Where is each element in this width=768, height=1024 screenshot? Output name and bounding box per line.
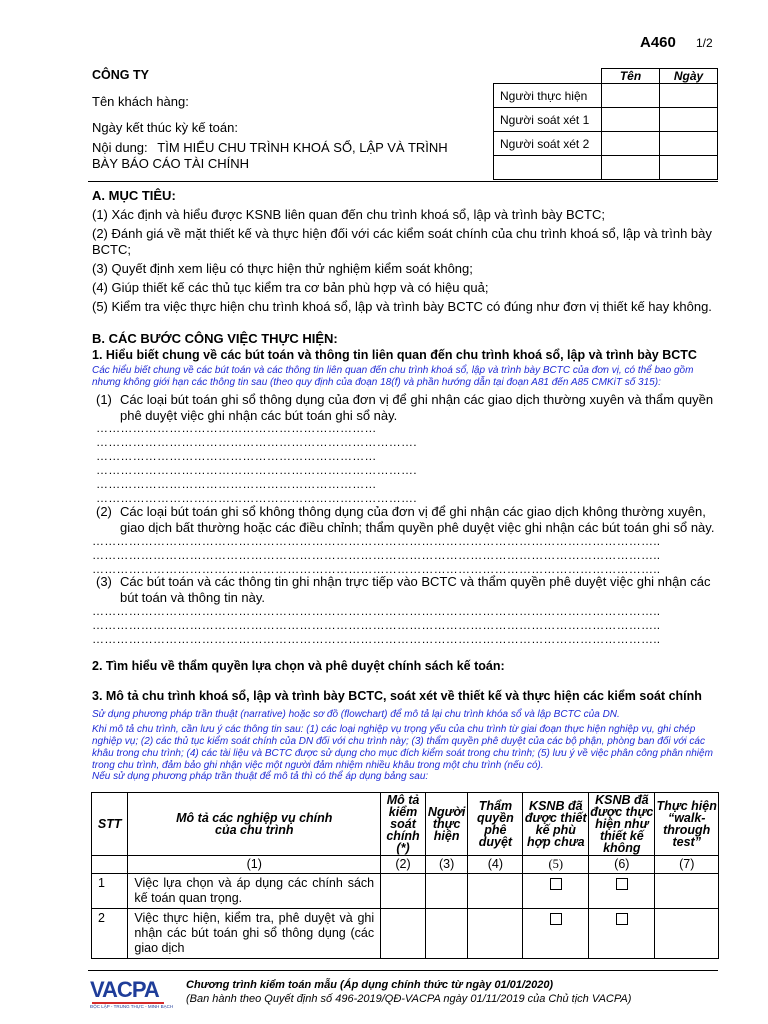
implemented-checkbox[interactable] [616, 913, 628, 925]
signoff-cell[interactable] [660, 156, 718, 180]
implemented-cell [589, 874, 655, 909]
table-cell[interactable] [468, 909, 523, 959]
row-description: Việc lựa chọn và áp dụng các chính sách kế toán quan trọng. [128, 874, 381, 909]
signoff-cell[interactable] [660, 108, 718, 132]
col-number [92, 856, 128, 874]
question-3-text: Các bút toán và các thông tin ghi nhận trực tiếp vào BCTC và thẩm quyền phê duyệt việc ghi nhận các bút toán và thông tin này. [120, 574, 711, 605]
header-performer: Người thực hiện [425, 793, 467, 856]
dotted-line[interactable]: ………………………………………………………………………………………………………………………….. [92, 604, 661, 618]
design-ok-checkbox[interactable] [550, 913, 562, 925]
footer-line-2: (Ban hành theo Quyết định số 496-2019/QĐ-VACPA ngày 01/11/2019 của Chủ tịch VACPA) [186, 993, 632, 1005]
process-table [91, 792, 719, 959]
dotted-line[interactable]: ………………………………………………………………………………………………………………………….. [92, 632, 661, 646]
dotted-line[interactable]: ………………………………………………………………………………………………………………………….. [92, 618, 661, 632]
company-label: CÔNG TY [92, 68, 149, 82]
dotted-line[interactable]: …………………………………………………………… [96, 449, 377, 463]
signoff-cell[interactable] [602, 156, 660, 180]
dotted-line[interactable]: ………………………………………………………………………………………………………………………….. [92, 548, 661, 562]
objective-item: (2) Đánh giá về mặt thiết kế và thực hiện đối với các kiểm soát chính của chu trình khoá sổ, lập và trình bày BCTC; [92, 226, 712, 257]
table-cell[interactable] [655, 874, 719, 909]
table-cell[interactable] [655, 909, 719, 959]
period-end-label: Ngày kết thúc kỳ kế toán: [92, 120, 238, 135]
header-key-control: Mô tả kiểm soát chính (*) [381, 793, 426, 856]
vacpa-logo [90, 977, 174, 1014]
design-cell [523, 874, 589, 909]
signoff-cell[interactable] [660, 84, 718, 108]
form-code: A460 [640, 34, 676, 51]
header-description: Mô tả các nghiệp vụ chính của chu trình [128, 793, 381, 856]
signoff-cell[interactable] [602, 84, 660, 108]
signoff-cell[interactable] [494, 156, 602, 180]
signoff-cell[interactable] [602, 132, 660, 156]
dotted-line[interactable]: ……………………………………………………………………. [96, 463, 417, 477]
implemented-cell [589, 909, 655, 959]
step-2-title: 2. Tìm hiểu về thẩm quyền lựa chọn và phê duyệt chính sách kế toán: [92, 659, 505, 673]
table-cell[interactable] [468, 874, 523, 909]
answer-lines-3[interactable] [92, 604, 714, 646]
header-walkthrough: Thực hiện “walk-through test” [655, 793, 719, 856]
step-3-title: 3. Mô tả chu trình khoá sổ, lập và trình bày BCTC, soát xét về thiết kế và thực hiện các kiểm soát chính [92, 689, 702, 703]
step-3-note-3: Nếu sử dụng phương pháp trần thuật để mô tả thì có thể áp dụng bảng sau: [92, 771, 429, 782]
design-cell [523, 909, 589, 959]
header-approval: Thẩm quyền phê duyệt [468, 793, 523, 856]
objective-item: (3) Quyết định xem liệu có thực hiện thử nghiệm kiểm soát không; [92, 261, 473, 276]
signoff-col-name: Tên [602, 69, 660, 84]
dotted-line[interactable]: ………………………………………………………………………………………………………………………….. [92, 562, 661, 576]
col-number: (3) [425, 856, 467, 874]
signoff-col-date: Ngày [660, 69, 718, 84]
objective-item: (5) Kiểm tra việc thực hiện chu trình khoá sổ, lập và trình bày BCTC có đúng như đơn vị thiết kế hay không. [92, 299, 712, 314]
col-number: (1) [128, 856, 381, 874]
table-cell[interactable] [425, 909, 467, 959]
footer-divider [88, 970, 718, 971]
dotted-line[interactable]: ……………………………………………………………………. [96, 491, 417, 505]
question-1-number: (1) [96, 392, 112, 407]
content-prefix: Nội dung: [92, 140, 148, 155]
dotted-line[interactable]: …………………………………………………………… [96, 421, 377, 435]
col-number: (7) [655, 856, 719, 874]
design-ok-checkbox[interactable] [550, 878, 562, 890]
step-1-note: Các hiểu biết chung về các bút toán và các thông tin liên quan đến chu trình khoá sổ, lập và trình bày BCTC của đơn vị, có thể bao gồm nhưng không giới hạn các thông tin sau (theo quy định của đoạn 18(f) và phần hướng dẫn tại đoạn A81 đến A85 CMKiT số 315): [92, 365, 694, 388]
step-1-title: 1. Hiểu biết chung về các bút toán và thông tin liên quan đến chu trình khoá sổ, lập và trình bày BCTC [92, 348, 697, 362]
step-3-note-2: Khi mô tả chu trình, cần lưu ý các thông tin sau: (1) các loại nghiệp vụ trọng yếu của chu trình từ giai đoạn thực hiện nghiệp vụ, ghi chép nghiệp vụ; (2) các thủ tục kiểm soát chính của DN đối với chu trình này; (3) thẩm quyền phê duyệt của các bộ phận, phòng ban đối với các khâu trong chu trình; (4) các tài liệu và BCTC được sử dụng cho mục đích kiểm soát trong chu trình; (5) lưu ý về việc phân công phân nhiệm trong chu trình, đảm bảo ghi nhận việc một người đảm nhiệm nhiều khâu trong một chu trình (nếu có). [92, 724, 713, 771]
header-implemented: KSNB đã được thực hiện như thiết kế không [590, 793, 654, 855]
signoff-row-preparer: Người thực hiện [494, 84, 602, 108]
question-2-number: (2) [96, 504, 112, 519]
table-cell[interactable] [381, 874, 426, 909]
col-number: (6) [589, 856, 655, 874]
page-number: 1/2 [696, 36, 713, 50]
section-a-title: A. MỤC TIÊU: [92, 188, 176, 203]
col-number: (2) [381, 856, 426, 874]
signoff-row-reviewer-2: Người soát xét 2 [494, 132, 602, 156]
implemented-checkbox[interactable] [616, 878, 628, 890]
row-stt: 2 [92, 909, 128, 959]
section-b-title: B. CÁC BƯỚC CÔNG VIỆC THỰC HIỆN: [92, 331, 338, 346]
question-1-text: Các loại bút toán ghi sổ thông dụng của đơn vị để ghi nhận các giao dịch thường xuyên và thẩm quyền phê duyệt việc ghi nhận các bút toán ghi sổ này. [120, 392, 714, 423]
footer-line-1: Chương trình kiểm toán mẫu (Áp dụng chính thức từ ngày 01/01/2020) [186, 979, 554, 991]
logo-text: VACPA [90, 977, 159, 1002]
signoff-table [493, 68, 718, 180]
divider [88, 181, 718, 182]
objective-item: (1) Xác định và hiểu được KSNB liên quan đến chu trình khoá sổ, lập và trình bày BCTC; [92, 207, 605, 222]
content-title: TÌM HIỂU CHU TRÌNH KHOÁ SỔ, LẬP VÀ TRÌNH BÀY BÁO CÁO TÀI CHÍNH [92, 140, 448, 171]
col-number: (5) [523, 856, 589, 874]
dotted-line[interactable]: ………………………………………………………………………………………………………………………….. [92, 534, 661, 548]
client-name-label: Tên khách hàng: [92, 94, 189, 109]
table-row [92, 874, 719, 909]
header-design-ok: KSNB đã được thiết kế phù hợp chưa [523, 793, 589, 856]
table-cell[interactable] [425, 874, 467, 909]
content-heading [92, 140, 472, 172]
question-3-number: (3) [96, 574, 112, 589]
logo-tagline: ĐỘC LẬP - TRUNG THỰC - MINH BẠCH [90, 1004, 174, 1009]
signoff-cell[interactable] [660, 132, 718, 156]
header-stt: STT [92, 793, 128, 856]
col-number: (4) [468, 856, 523, 874]
row-stt: 1 [92, 874, 128, 909]
objectives-list [92, 207, 722, 318]
dotted-line[interactable]: …………………………………………………………… [96, 477, 377, 491]
step-3-note-1: Sử dụng phương pháp trần thuật (narrative) hoặc sơ đồ (flowchart) để mô tả lại chu trình khóa sổ và lập BCTC của DN. [92, 709, 620, 720]
table-cell[interactable] [381, 909, 426, 959]
row-description: Việc thực hiện, kiểm tra, phê duyệt và ghi nhận các bút toán ghi sổ thông dụng (các giao dịch [128, 909, 381, 959]
signoff-cell[interactable] [602, 108, 660, 132]
table-row [92, 909, 719, 959]
answer-lines-1[interactable] [96, 421, 417, 505]
signoff-row-reviewer-1: Người soát xét 1 [494, 108, 602, 132]
answer-lines-2[interactable] [92, 534, 714, 576]
objective-item: (4) Giúp thiết kế các thủ tục kiểm tra cơ bản phù hợp và có hiệu quả; [92, 280, 489, 295]
dotted-line[interactable]: ……………………………………………………………………. [96, 435, 417, 449]
question-2-text: Các loại bút toán ghi sổ không thông dụng của đơn vị để ghi nhận các giao dịch không thường xuyên, giao dịch bất thường hoặc các điều chỉnh; thẩm quyền phê duyệt việc ghi nhận các bút toán ghi sổ này. [120, 504, 715, 535]
